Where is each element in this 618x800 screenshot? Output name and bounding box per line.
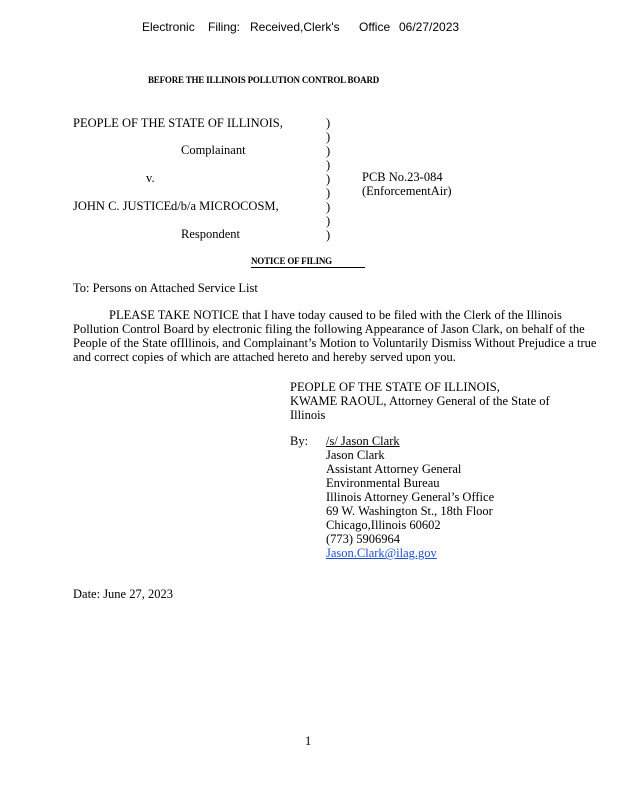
to-line: To: Persons on Attached Service List — [73, 281, 258, 295]
header-date: 06/27/2023 — [399, 20, 460, 34]
signature-bureau: Environmental Bureau — [326, 476, 440, 490]
signature-name: Jason Clark — [326, 448, 385, 462]
signature-signed: /s/ Jason Clark — [326, 434, 400, 448]
notice-title: NOTICE OF FILING — [251, 256, 332, 266]
header-electronic: Electronic — [142, 20, 195, 34]
notice-title-underline — [251, 267, 365, 268]
caption-paren: ) — [326, 186, 331, 200]
signature-street: 69 W. Washington St., 18th Floor — [326, 504, 493, 518]
caption-paren: ) — [326, 228, 331, 242]
signature-party-line2: KWAME RAOUL, Attorney General of the State of — [290, 394, 550, 408]
board-title: BEFORE THE ILLINOIS POLLUTION CONTROL BOARD — [148, 75, 380, 85]
case-type: (EnforcementAir) — [362, 184, 452, 198]
signature-title: Assistant Attorney General — [326, 462, 462, 476]
plaintiff-name: PEOPLE OF THE STATE OF ILLINOIS, — [73, 116, 283, 130]
header-office: Office — [359, 20, 391, 34]
header-received: Received,Clerk's — [250, 20, 340, 34]
defendant-role: Respondent — [181, 227, 241, 241]
caption-paren: ) — [326, 200, 331, 214]
page-number: 1 — [305, 734, 312, 748]
signature-email-link[interactable]: Jason.Clark@ilag.gov — [326, 546, 437, 560]
case-number: PCB No.23-084 — [362, 170, 443, 184]
signature-party-line3: Illinois — [290, 408, 326, 422]
caption-paren: ) — [326, 144, 331, 158]
caption-paren: ) — [326, 130, 331, 144]
caption-paren: ) — [326, 214, 331, 228]
body-paragraph: PLEASE TAKE NOTICE that I have today caused to be filed with the Clerk of the Illinois Pollution Control Board by electronic filing the following Appearance of Jason Clark, on behalf of the People of the State ofIllinois, and Complainant’s Motion to Voluntarily Dismiss Without Prejudice a true and correct copies of which are attached hereto and hereby served upon you. — [73, 308, 597, 364]
signature-office: Illinois Attorney General’s Office — [326, 490, 495, 504]
defendant-dba: d/b/a MICROCOSM, — [171, 199, 279, 213]
caption-paren: ) — [326, 172, 331, 186]
plaintiff-role: Complainant — [181, 143, 246, 157]
versus: v. — [146, 171, 155, 185]
caption-paren: ) — [326, 158, 331, 172]
by-label: By: — [290, 434, 309, 448]
header-filing: Filing: — [208, 20, 241, 34]
caption-paren: ) — [326, 116, 331, 130]
signature-party-line1: PEOPLE OF THE STATE OF ILLINOIS, — [290, 380, 500, 394]
date-line: Date: June 27, 2023 — [73, 587, 173, 601]
signature-phone: (773) 5906964 — [326, 532, 400, 546]
signature-city: Chicago,Illinois 60602 — [326, 518, 441, 532]
defendant-name: JOHN C. JUSTICE — [73, 199, 172, 213]
